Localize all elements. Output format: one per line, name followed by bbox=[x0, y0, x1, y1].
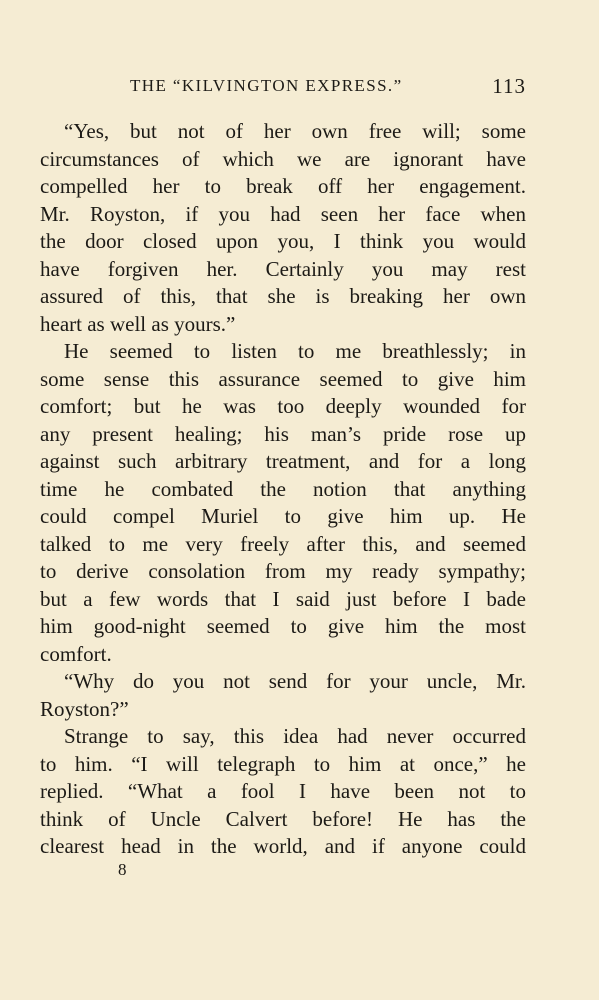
text-line: clearest head in the world, and if anyone could bbox=[40, 834, 526, 858]
text-line: him good-night seemed to give him the most bbox=[40, 614, 526, 638]
text-line: but a few words that I said just before I bade bbox=[40, 586, 526, 611]
page-header bbox=[40, 76, 526, 104]
text-line: think of Uncle Calvert before! He has the bbox=[40, 806, 526, 831]
text-line: against such arbitrary treatment, and for a long bbox=[40, 449, 526, 473]
text-line: have forgiven her. Certainly you may rest bbox=[40, 256, 526, 281]
signature-mark: 8 bbox=[118, 860, 127, 879]
text-line: talked to me very freely after this, and seemed bbox=[40, 531, 526, 556]
text-line: any present healing; his man’s pride rose up bbox=[40, 421, 526, 446]
text-line: circumstances of which we are ignorant have bbox=[40, 146, 526, 171]
text-line: to derive consolation from my ready sympathy; bbox=[40, 559, 526, 583]
text-line: heart as well as yours.” bbox=[40, 311, 236, 336]
text-line: “Yes, but not of her own free will; some bbox=[64, 119, 526, 143]
text-line: “Why do you not send for your uncle, Mr. bbox=[64, 669, 526, 693]
text-line: to him. “I will telegraph to him at once,” he bbox=[40, 751, 526, 776]
page-number: 113 bbox=[492, 74, 526, 98]
text-line: the door closed upon you, I think you would bbox=[40, 229, 526, 253]
text-line: He seemed to listen to me breathlessly; in bbox=[64, 339, 526, 363]
text-line: time he combated the notion that anything bbox=[40, 476, 526, 501]
text-line: Mr. Royston, if you had seen her face when bbox=[40, 201, 526, 226]
text-line: replied. “What a fool I have been not to bbox=[40, 779, 526, 803]
text-line: some sense this assurance seemed to give him bbox=[40, 366, 526, 391]
text-line: Strange to say, this idea had never occurred bbox=[64, 724, 526, 748]
running-title: THE “KILVINGTON EXPRESS.” bbox=[130, 76, 403, 95]
text-line: Royston?” bbox=[40, 696, 129, 721]
text-line: could compel Muriel to give him up. He bbox=[40, 504, 526, 528]
text-line: comfort; but he was too deeply wounded for bbox=[40, 394, 526, 418]
text-line: comfort. bbox=[40, 641, 112, 666]
text-line: assured of this, that she is breaking her own bbox=[40, 284, 526, 308]
body-text bbox=[40, 118, 526, 861]
text-line: compelled her to break off her engagement. bbox=[40, 174, 526, 198]
